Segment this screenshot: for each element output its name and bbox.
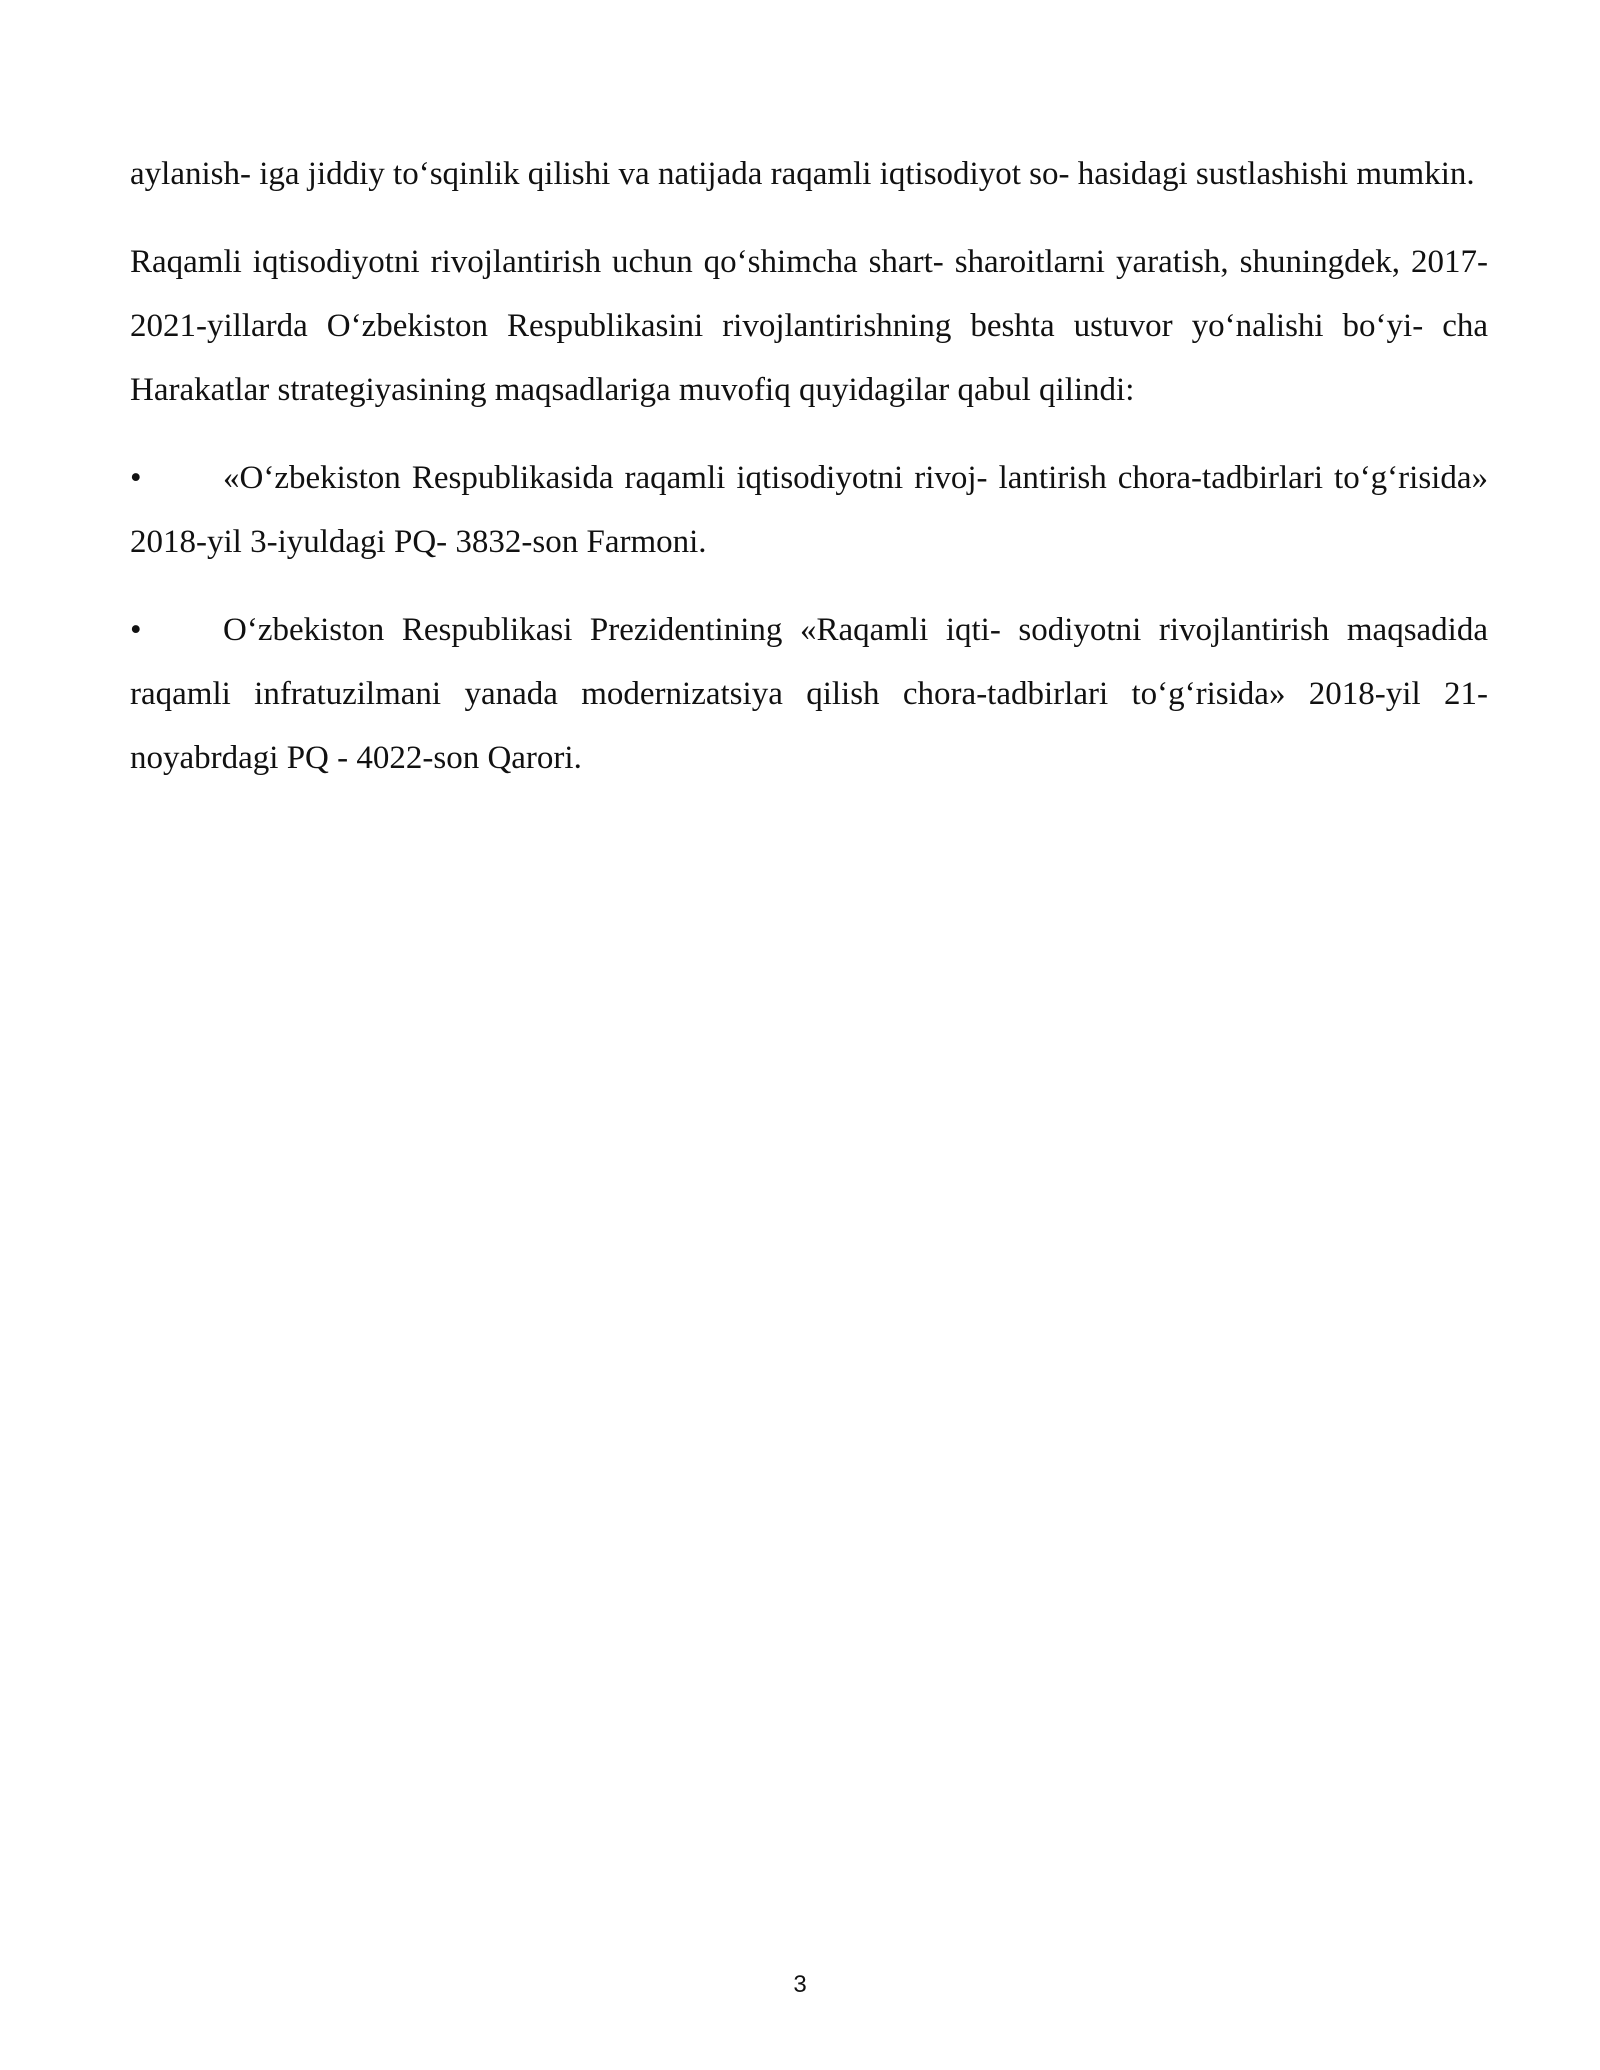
bullet-icon: • [130,460,142,496]
paragraph-1: aylanish- iga jiddiy to‘sqinlik qilishi va natijada raqamli iqtisodiyot so- hasidagi sustlashishi mumkin. [130,156,1475,192]
paragraph-2: Raqamli iqtisodiyotni rivojlantirish uchun qo‘shimcha shart- sharoitlarni yaratish, shuningdek, 2017-2021-yillarda O‘zbekiston Respublikasini rivojlantirishning beshta ustuvor yo‘nalishi bo‘yi- cha Harakatlar strategiyasining maqsadlariga muvofiq quyidagilar qabul qilindi: [130,244,1488,408]
list-item-text: O‘zbekiston Respublikasi Prezidentining «Raqamli iqti- sodiyotni rivojlantirish maqsadida raqamli infratuzilmani yanada modernizatsiya qilish chora-tadbirlari to‘g‘risida» 2018-yil 21- noyabrdagi PQ - 4022-son Qarori. [130,612,1488,776]
page-number: 3 [793,1971,807,1998]
bullet-icon: • [130,612,142,648]
list-item [130,446,1488,574]
document-body [130,142,1488,814]
list-item [130,598,1488,790]
list-item-text: «O‘zbekiston Respublikasida raqamli iqtisodiyotni rivoj- lantirish chora-tadbirlari to‘g‘risida» 2018-yil 3-iyuldagi PQ- 3832-son Farmoni. [130,460,1488,560]
